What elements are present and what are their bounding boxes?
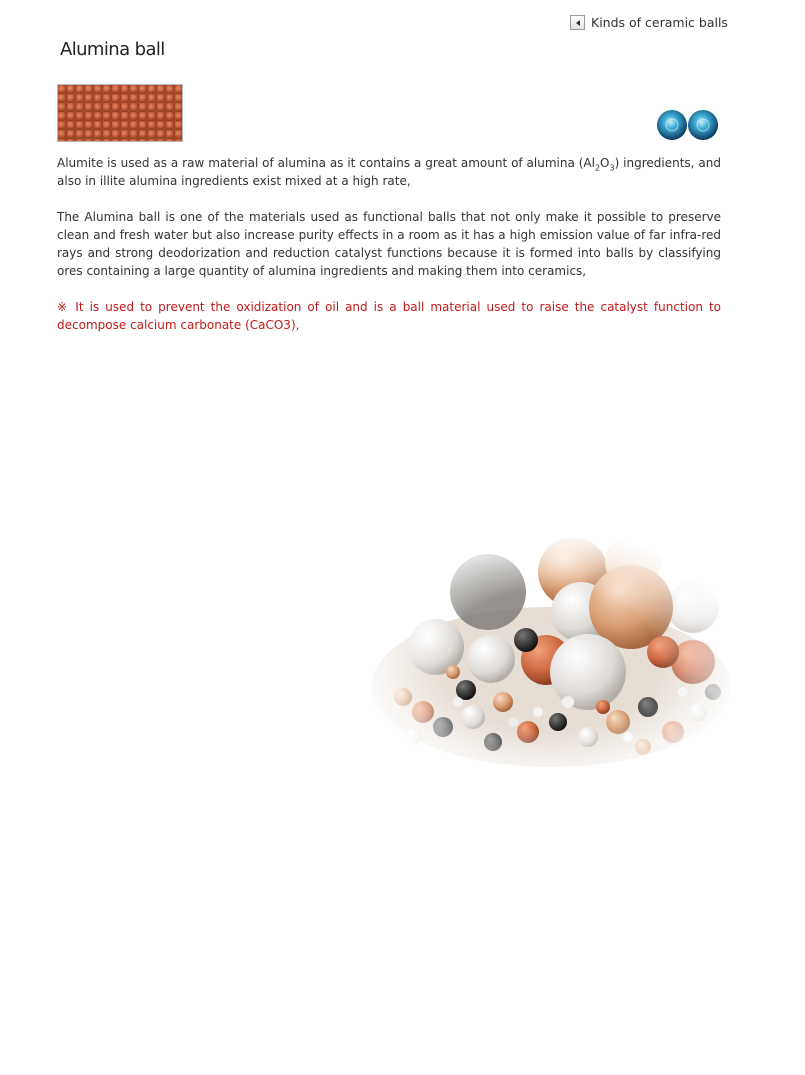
page-title: Alumina ball <box>60 39 165 60</box>
blue-orb-icon <box>655 108 721 142</box>
breadcrumb <box>570 15 728 30</box>
alumina-ball-sample-image <box>57 84 183 142</box>
description-paragraph-2: The Alumina ball is one of the materials used as functional balls that not only make it possible to preserve clean and fresh water but also increase purity effects in a room as it has a high emission value of far infra-red rays and strong deodorization and reduction catalyst functions because it is formed into balls by classifying ores containing a large quantity of alumina ingredients and making them into ceramics, <box>57 210 721 278</box>
usage-note: ※ It is used to prevent the oxidization of oil and is a ball material used to raise the catalyst function to decompose calcium carbonate (CaCO3), <box>57 300 721 332</box>
description-paragraph-1: Alumite is used as a raw material of alumina as it contains a great amount of alumina $(Al_2O_3)$ ingredients, and also in illite alumina ingredients exist mixed at a high rate, <box>57 156 721 188</box>
back-arrow-icon[interactable] <box>570 15 585 30</box>
breadcrumb-link[interactable]: Kinds of ceramic balls <box>591 15 728 30</box>
ceramic-balls-photo <box>363 532 738 777</box>
